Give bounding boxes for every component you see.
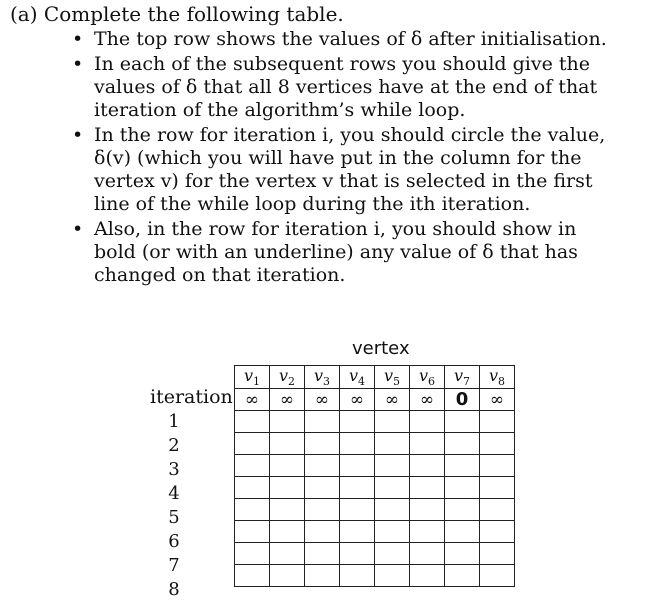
column-header-v3: $v_3$ [305, 366, 340, 389]
init-cell: ∞ [375, 389, 410, 411]
answer-cell[interactable] [340, 499, 375, 521]
iteration-number: 7 [168, 555, 180, 576]
answer-cell[interactable] [305, 543, 340, 565]
answer-cell[interactable] [480, 455, 515, 477]
answer-cell[interactable] [305, 477, 340, 499]
bullet-icon: • [72, 218, 84, 240]
answer-cell[interactable] [375, 411, 410, 433]
answer-cell[interactable] [375, 433, 410, 455]
header-row [235, 366, 515, 389]
iteration-rows [235, 411, 515, 587]
column-header-v1: $v_1$ [235, 366, 270, 389]
answer-cell[interactable] [340, 455, 375, 477]
iteration-number: 1 [168, 411, 180, 432]
answer-cell[interactable] [480, 543, 515, 565]
instruction-item: • In the row for iteration i, you should circle the value, δ(v) (which you will have put in the column for the vertex v) for the vertex v that is selected in the first line of the while loop during the ith iteration. [72, 124, 606, 215]
iteration-number: 3 [168, 459, 180, 480]
init-row [235, 389, 515, 411]
answer-cell[interactable] [375, 565, 410, 587]
init-cell: ∞ [340, 389, 375, 411]
answer-cell[interactable] [340, 565, 375, 587]
answer-cell[interactable] [235, 543, 270, 565]
instruction-list [10, 28, 660, 287]
init-cell: ∞ [270, 389, 305, 411]
answer-cell[interactable] [270, 411, 305, 433]
answer-cell[interactable] [445, 477, 480, 499]
answer-cell[interactable] [375, 499, 410, 521]
iteration-number: 8 [168, 579, 180, 600]
answer-cell[interactable] [445, 433, 480, 455]
answer-cell[interactable] [410, 565, 445, 587]
init-cell: ∞ [235, 389, 270, 411]
answer-cell[interactable] [410, 433, 445, 455]
answer-cell[interactable] [340, 521, 375, 543]
answer-cell[interactable] [305, 565, 340, 587]
answer-cell[interactable] [235, 499, 270, 521]
answer-cell[interactable] [410, 543, 445, 565]
column-header-v8: $v_8$ [480, 366, 515, 389]
answer-cell[interactable] [305, 411, 340, 433]
answer-cell[interactable] [270, 455, 305, 477]
answer-cell[interactable] [235, 477, 270, 499]
answer-cell[interactable] [445, 543, 480, 565]
answer-cell[interactable] [270, 477, 305, 499]
answer-cell[interactable] [235, 455, 270, 477]
answer-cell[interactable] [270, 521, 305, 543]
answer-cell[interactable] [480, 499, 515, 521]
column-header-v2: $v_2$ [270, 366, 305, 389]
bullet-icon: • [72, 53, 84, 75]
question-label: (a) [10, 2, 38, 26]
answer-cell[interactable] [270, 499, 305, 521]
answer-cell[interactable] [305, 433, 340, 455]
question-text: Complete the following table. [43, 2, 344, 26]
answer-cell[interactable] [375, 521, 410, 543]
answer-cell[interactable] [375, 477, 410, 499]
answer-cell[interactable] [235, 433, 270, 455]
answer-cell[interactable] [410, 521, 445, 543]
column-header-v6: $v_6$ [410, 366, 445, 389]
column-header-v7: $v_7$ [445, 366, 480, 389]
init-cell: ∞ [480, 389, 515, 411]
answer-cell[interactable] [340, 477, 375, 499]
question-block [10, 2, 660, 289]
answer-cell[interactable] [340, 433, 375, 455]
answer-cell[interactable] [480, 477, 515, 499]
answer-cell[interactable] [340, 411, 375, 433]
answer-cell[interactable] [410, 455, 445, 477]
iteration-numbers [162, 410, 186, 602]
init-cell: 0 [445, 389, 480, 411]
instruction-item: • Also, in the row for iteration i, you should show in bold (or with an underline) any value of δ that has changed on that iteration. [72, 218, 578, 286]
answer-cell[interactable] [480, 521, 515, 543]
answer-cell[interactable] [445, 455, 480, 477]
iteration-axis-label: iteration [150, 386, 233, 408]
iteration-number: 5 [168, 507, 180, 528]
iteration-row [235, 477, 515, 499]
answer-cell[interactable] [235, 565, 270, 587]
answer-cell[interactable] [270, 565, 305, 587]
answer-cell[interactable] [445, 411, 480, 433]
vertex-axis-label: vertex [352, 338, 410, 359]
delta-table [234, 365, 515, 587]
answer-cell[interactable] [480, 565, 515, 587]
column-header-v5: $v_5$ [375, 366, 410, 389]
init-cell: ∞ [410, 389, 445, 411]
instruction-item: • In each of the subsequent rows you should give the values of δ that all 8 vertices have at the end of that iteration of the algorithm’s while loop. [72, 53, 598, 121]
answer-cell[interactable] [270, 543, 305, 565]
answer-cell[interactable] [445, 499, 480, 521]
answer-cell[interactable] [235, 411, 270, 433]
answer-cell[interactable] [480, 411, 515, 433]
answer-cell[interactable] [270, 433, 305, 455]
answer-cell[interactable] [410, 477, 445, 499]
iteration-number: 6 [168, 531, 180, 552]
answer-cell[interactable] [445, 521, 480, 543]
iteration-row [235, 565, 515, 587]
column-header-v4: $v_4$ [340, 366, 375, 389]
iteration-row [235, 543, 515, 565]
iteration-row [235, 433, 515, 455]
bullet-icon: • [72, 28, 84, 50]
answer-cell[interactable] [305, 455, 340, 477]
answer-cell[interactable] [375, 455, 410, 477]
answer-cell[interactable] [340, 543, 375, 565]
init-cell: ∞ [305, 389, 340, 411]
iteration-row [235, 411, 515, 433]
instruction-item: • The top row shows the values of δ after initialisation. [72, 28, 607, 50]
answer-cell[interactable] [410, 499, 445, 521]
iteration-row [235, 455, 515, 477]
bullet-icon: • [72, 124, 84, 146]
iteration-number: 2 [168, 435, 180, 456]
answer-cell[interactable] [305, 499, 340, 521]
answer-cell[interactable] [410, 411, 445, 433]
answer-cell[interactable] [375, 543, 410, 565]
answer-cell[interactable] [305, 521, 340, 543]
answer-cell[interactable] [235, 521, 270, 543]
iteration-row [235, 499, 515, 521]
answer-cell[interactable] [480, 433, 515, 455]
answer-cell[interactable] [445, 565, 480, 587]
iteration-number: 4 [168, 483, 180, 504]
question-heading [10, 2, 660, 26]
iteration-row [235, 521, 515, 543]
